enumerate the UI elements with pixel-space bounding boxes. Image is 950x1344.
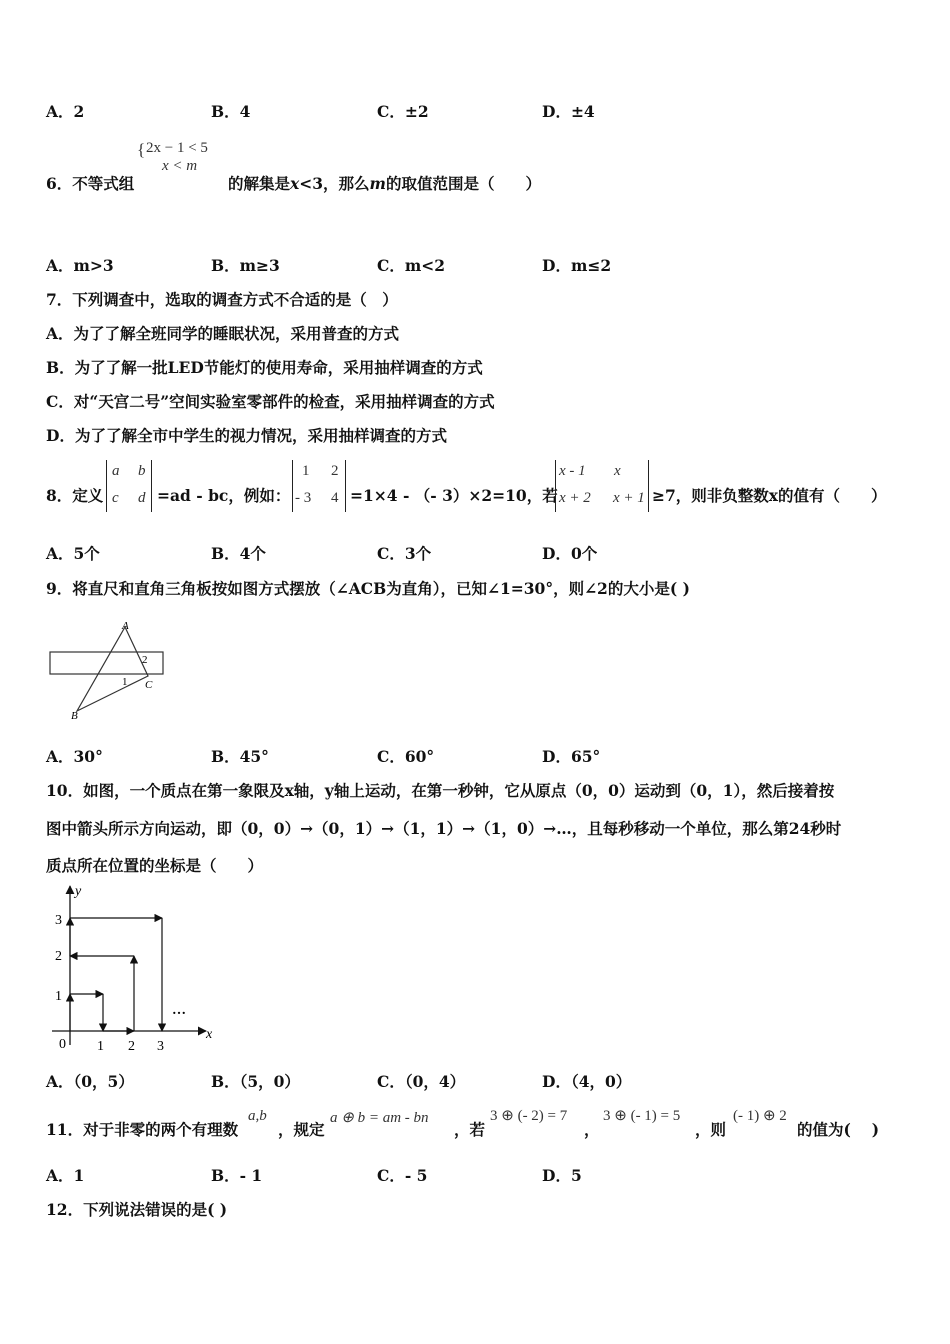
q6-cond-rel: <3，那么 (299, 174, 370, 193)
q10-origin-label: 0 (59, 1037, 66, 1052)
q6-option-c: C．m<2 (377, 256, 446, 275)
q11-option-b: B．- 1 (211, 1166, 263, 1185)
q11-mid-3: ，则 (695, 1120, 727, 1139)
q10-y-label: y (75, 884, 82, 899)
q9-label-1: 1 (122, 676, 128, 688)
q10-x-tick-1: 1 (97, 1039, 104, 1054)
q7-option-d: D．为了了解全市中学生的视力情况，采用抽样调查的方式 (46, 426, 447, 445)
q10-path-figure (44, 880, 229, 1055)
q9-label-b: B (71, 710, 78, 722)
q7-option-b: B．为了了解一批LED节能灯的使用寿命，采用抽样调查的方式 (46, 358, 483, 377)
q6-var-m: m (369, 174, 386, 193)
q10-option-a: A．（0，5） (46, 1072, 134, 1091)
q11-sep: ， (584, 1120, 600, 1139)
q8-det-cond-11: x - 1 (559, 463, 586, 479)
q8-option-c: C．3个 (377, 544, 432, 563)
q10-y-tick-3: 3 (55, 913, 62, 928)
q5-option-a: A．2 (46, 102, 85, 121)
q9-figure (40, 615, 180, 725)
q8-det-condition (555, 460, 649, 512)
q11-rule: a ⊕ b = am - bn (330, 1110, 429, 1126)
q10-option-c: C．（0，4） (377, 1072, 466, 1091)
q9-option-b: B．45° (211, 747, 269, 766)
q9-option-c: C．60° (377, 747, 435, 766)
q6-brace: { (137, 140, 146, 159)
q8-det-def-c: c (112, 490, 119, 506)
q7-stem: 7．下列调查中，选取的调查方式不合适的是（ ） (46, 290, 398, 309)
q10-x-tick-2: 2 (128, 1039, 135, 1054)
q6-option-a: A．m>3 (46, 256, 114, 275)
q7-option-c: C．对“天宫二号”空间实验室零部件的检查，采用抽样调查的方式 (46, 392, 495, 411)
q5-option-b: B．4 (211, 102, 251, 121)
q9-label-2: 2 (142, 654, 148, 666)
q8-det-example-22: 4 (331, 490, 339, 506)
q5-option-c: C．±2 (377, 102, 429, 121)
q9-triangle (77, 627, 148, 711)
q9-label-c: C (145, 679, 153, 691)
q10-path (70, 918, 162, 1031)
q11-prefix: 11．对于非零的两个有理数 (46, 1120, 239, 1139)
q11-target: (- 1) ⊕ 2 (733, 1108, 787, 1124)
q11-eq-1: 3 ⊕ (- 2) = 7 (490, 1108, 568, 1124)
q10-y-tick-1: 1 (55, 989, 62, 1004)
q6-number: 6． (46, 174, 73, 193)
q10-x-label: x (206, 1027, 213, 1042)
q8-det-cond-12: x (614, 463, 621, 479)
q8-def-rhs: =ad - bc，例如： (157, 486, 291, 505)
q6-prefix: 不等式组 (72, 174, 135, 193)
q11-option-c: C．- 5 (377, 1166, 428, 1185)
q8-det-cond-21: x + 2 (559, 490, 591, 506)
q6-option-d: D．m≤2 (542, 256, 612, 275)
q6-suffix-b: 的取值范围是（ ） (385, 174, 541, 193)
q8-option-d: D．0个 (542, 544, 598, 563)
q6-suffix-a: 的解集是 (228, 174, 291, 193)
q8-det-example-21: - 3 (295, 490, 312, 506)
q11-option-a: A．1 (46, 1166, 85, 1185)
q8-number: 8．定义 (46, 486, 104, 505)
q9-option-a: A．30° (46, 747, 103, 766)
q8-example-rhs: =1×4 - （- 3）×2=10，若 (350, 486, 558, 505)
q10-option-b: B．（5，0） (211, 1072, 300, 1091)
q11-mid-1: ，规定 (278, 1120, 325, 1139)
q10-y-tick-2: 2 (55, 949, 62, 964)
q8-option-a: A．5个 (46, 544, 100, 563)
q11-ab: a,b (248, 1108, 267, 1124)
q12-stem: 12．下列说法错误的是( ) (46, 1200, 228, 1219)
q8-det-def-b: b (138, 463, 146, 479)
q8-det-example-11: 1 (302, 463, 310, 479)
q7-option-a: A．为了了解全班同学的睡眠状况，采用普查的方式 (46, 324, 400, 343)
q11-eq-2: 3 ⊕ (- 1) = 5 (603, 1108, 681, 1124)
q9-stem: 9．将直尺和直角三角板按如图方式摆放（∠ACB为直角），已知∠1=30°，则∠2的大小是( ) (46, 579, 690, 598)
q6-stem-tail (228, 174, 541, 194)
q6-system-line2: x < m (162, 158, 198, 174)
q9-label-a: A (122, 620, 129, 632)
q8-tail: ≥7，则非负整数x的值有（ ） (652, 486, 887, 505)
q10-option-d: D．（4，0） (542, 1072, 632, 1091)
q6-system-line1: 2x − 1 < 5 (146, 140, 208, 156)
q6-stem (46, 174, 134, 194)
q11-mid-2: ，若 (454, 1120, 486, 1139)
q8-det-example (292, 460, 346, 512)
q10-line-1: 10．如图，一个质点在第一象限及x轴，y轴上运动，在第一秒钟，它从原点（0，0）运动到（0，1），然后接着按 (46, 781, 835, 800)
q8-det-example-12: 2 (331, 463, 339, 479)
q5-option-d: D．±4 (542, 102, 595, 121)
q10-line-3: 质点所在位置的坐标是（ ） (46, 856, 264, 875)
q8-det-cond-22: x + 1 (613, 490, 645, 506)
q6-cond-var: x (290, 174, 300, 193)
q11-tail: 的值为( ) (797, 1120, 880, 1139)
q8-det-def (106, 460, 152, 512)
q8-det-def-a: a (112, 463, 120, 479)
q10-ellipsis: … (172, 1003, 186, 1018)
q8-option-b: B．4个 (211, 544, 266, 563)
q6-option-b: B．m≥3 (211, 256, 280, 275)
q8-det-def-d: d (138, 490, 146, 506)
q10-line-2: 图中箭头所示方向运动，即（0，0）→（0，1）→（1，1）→（1，0）→…，且每秒移动一个单位，那么第24秒时 (46, 819, 842, 838)
q11-option-d: D．5 (542, 1166, 582, 1185)
q10-x-tick-3: 3 (157, 1039, 164, 1054)
q9-option-d: D．65° (542, 747, 601, 766)
